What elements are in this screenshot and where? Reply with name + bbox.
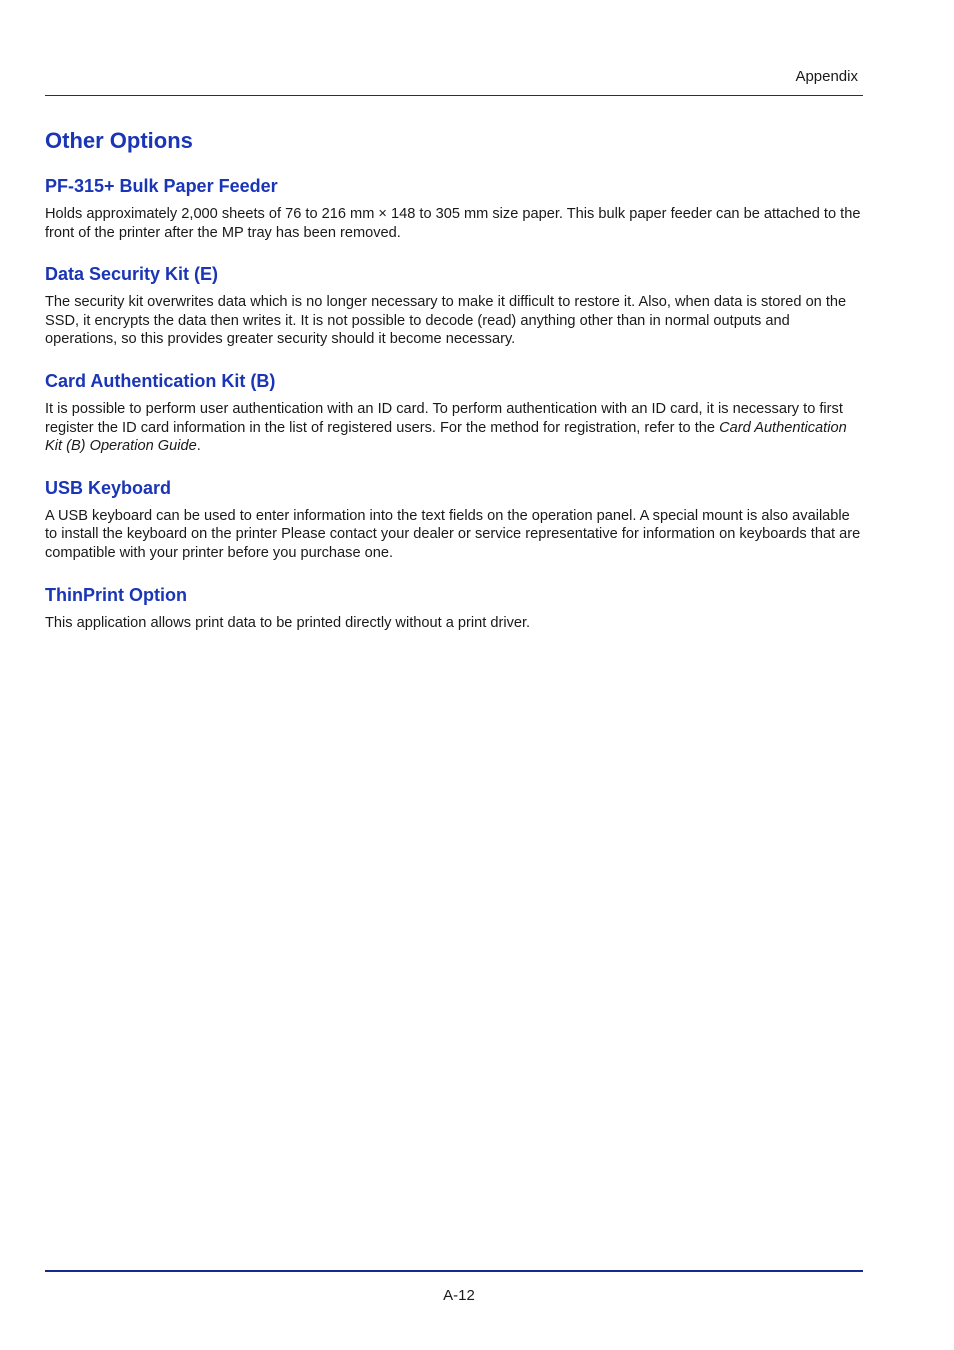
section-heading: PF-315+ Bulk Paper Feeder	[45, 176, 278, 196]
section-body: The security kit overwrites data which is no longer necessary to make it difficult to restore it. Also, when data is stored on the SSD, it encrypts the data then writes it. It is not possible to decode (read) anything other than in normal outputs and operations, so this provides greater security should it become necessary.	[45, 294, 847, 348]
section-body	[45, 400, 863, 456]
header-rule	[45, 95, 863, 96]
section-heading: Data Security Kit (E)	[45, 264, 219, 285]
section-thinprint-option	[45, 585, 863, 633]
section-body: A USB keyboard can be used to enter information into the text fields on the operation panel. A special mount is also available to install the keyboard on the printer Please contact your dealer or service representative for information on keyboards that are compatible with your printer before you purchase one.	[45, 507, 861, 561]
section-card-authentication-kit	[45, 371, 863, 456]
section-body: This application allows print data to be printed directly without a print driver.	[45, 614, 531, 631]
section-usb-keyboard	[45, 478, 863, 563]
section-body-end: .	[196, 438, 201, 455]
section-heading: ThinPrint Option	[45, 584, 187, 605]
section-body: Holds approximately 2,000 sheets of 76 to 216 mm × 148 to 305 mm size paper. This bulk paper feeder can be attached to the front of the printer after the MP tray has been removed.	[45, 206, 861, 241]
section-heading: USB Keyboard	[45, 477, 172, 498]
running-header: Appendix	[795, 68, 858, 85]
section-body-text: It is possible to perform user authentication with an ID card. To perform authentication with an ID card, it is necessary to first register the ID card information in the list of registered users. For the method for registration, refer to the	[45, 400, 843, 436]
section-heading: Card Authentication Kit (B)	[45, 370, 276, 391]
page-title: Other Options	[45, 128, 193, 153]
section-data-security-kit	[45, 264, 863, 349]
section-bulk-paper-feeder	[45, 176, 863, 242]
footer-rule	[45, 1270, 863, 1272]
page-number: A-12	[443, 1287, 475, 1304]
page-content	[45, 128, 863, 654]
guide-reference: Card Authentication Kit (B) Operation Guide	[45, 419, 847, 455]
